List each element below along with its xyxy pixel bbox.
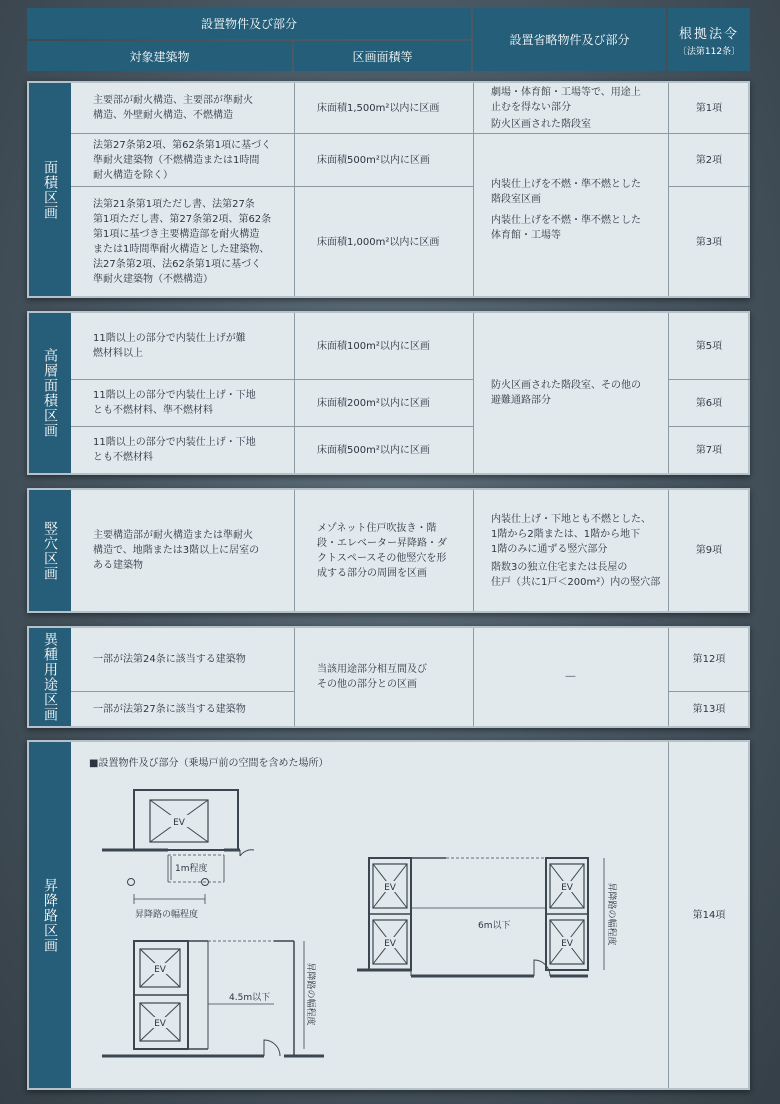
law-cell: 第1項 (695, 102, 723, 114)
building-cell: 11階以上の部分で内装仕上げ・下地 とも不燃材料、準不燃材料 (93, 390, 256, 416)
area-cell: 床面積1,000m²以内に区画 (317, 236, 440, 248)
elevator-car (140, 949, 180, 987)
exempt-text: 階数3の独立住宅または長屋の 住戸（共に1戸＜200m²）内の竪穴部 (491, 561, 661, 588)
svg-text:1m程度: 1m程度 (175, 864, 208, 874)
law-cell: 第3項 (695, 236, 723, 248)
building-cell: 11階以上の部分で内装仕上げが難 燃材料以上 (93, 333, 246, 359)
area-cell: 床面積500m²以内に区画 (317, 154, 430, 166)
svg-text:昇降路の幅程度: 昇降路の幅程度 (135, 910, 199, 920)
header-building: 対象建築物 (27, 41, 292, 71)
area-cell: 床面積500m²以内に区画 (317, 444, 430, 456)
law-cell: 第9項 (695, 545, 723, 556)
law-cell: 第2項 (695, 154, 723, 166)
svg-text:EV: EV (154, 1019, 166, 1029)
elevator-diagram (74, 744, 664, 1084)
building-cell: 一部が法第24条に該当する建築物 (93, 654, 246, 665)
svg-text:6m以下: 6m以下 (478, 921, 511, 931)
elevator-car (550, 864, 584, 908)
section-mixed-use-compartment (27, 626, 750, 728)
section-elevator-shaft (27, 740, 750, 1090)
section-label: 竪穴区画 (29, 490, 71, 611)
exempt-text: 内装仕上げを不燃・準不燃とした 階段室区画 (491, 179, 641, 205)
exempt-text: 劇場・体育館・工場等で、用途上 止むを得ない部分 (491, 86, 641, 113)
area-cell: 当該用途部分相互間及び その他の部分との区画 (317, 664, 427, 690)
exempt-cell: 防火区画された階段室、その他の 避難通路部分 (491, 380, 641, 406)
header-group: 設置物件及び部分 (27, 8, 471, 39)
exempt-cell (485, 175, 668, 245)
svg-text:EV: EV (561, 883, 573, 893)
header-law (668, 8, 750, 71)
exempt-text: 内装仕上げを不燃・準不燃とした 体育館・工場等 (491, 215, 641, 241)
header-area: 区画面積等 (294, 41, 471, 71)
exempt-cell (485, 83, 668, 133)
shaft-width-label: 昇降路の幅程度 (606, 882, 616, 946)
svg-text:EV: EV (154, 965, 166, 975)
svg-text:4.5m以下: 4.5m以下 (229, 993, 271, 1003)
header-law-title: 根拠法令 (678, 26, 739, 42)
area-cell: メゾネット住戸吹抜き・階 段・エレベーター昇降路・ダ クトスペースその他竪穴を形 成する部分の周囲を区画 (317, 522, 447, 579)
section-area-compartment (27, 81, 750, 298)
elevator-car (373, 920, 407, 964)
law-cell: 第12項 (692, 654, 726, 665)
elevator-car (140, 1003, 180, 1041)
exempt-cell (485, 490, 668, 611)
law-cell: 第6項 (695, 397, 723, 409)
elevator-car (550, 920, 584, 964)
header-law-sub: 〔法第112条〕 (677, 46, 741, 57)
exempt-cell: － (563, 669, 577, 685)
building-cell: 法第21条第1項ただし書、法第27条 第1項ただし書、第27条第2項、第62条 第1項に基づき主要構造部を耐火構造 または1時間準耐火構造とした建築物、 法27条第2項、法62条第1項に基づく 準耐火建築物（不燃構造） (93, 199, 272, 285)
svg-text:EV: EV (384, 883, 396, 893)
law-cell: 第5項 (695, 340, 723, 352)
section-label: 昇降路区画 (29, 742, 71, 1088)
elevator-car (150, 800, 208, 842)
building-cell: 一部が法第27条に該当する建築物 (93, 703, 246, 715)
building-cell: 主要構造部が耐火構造または準耐火 構造で、地階または3階以上に居室の ある建築物 (93, 530, 260, 571)
area-cell: 床面積100m²以内に区画 (317, 340, 430, 352)
exempt-text: 防火区画された階段室 (491, 118, 591, 130)
section-label: 異種用途区画 (29, 628, 71, 726)
building-cell: 主要部が耐火構造、主要部が準耐火 構造、外壁耐火構造、不燃構造 (93, 95, 253, 121)
exempt-text: 内装仕上げ・下地とも不燃とした、 1階から2階または、1階から地下 1階のみに通ずる竪穴部分 (491, 513, 651, 555)
section-label: 面積区画 (29, 83, 71, 296)
section-label: 高層面積区画 (29, 313, 71, 473)
building-cell: 法第27条第2項、第62条第1項に基づく 準耐火建築物（不燃構造または1時間 耐火構造を除く） (93, 139, 272, 181)
section-shaft-compartment (27, 488, 750, 613)
elevator-car (373, 864, 407, 908)
law-cell: 第13項 (692, 703, 726, 715)
law-cell: 第14項 (692, 909, 726, 921)
section-highrise-compartment (27, 311, 750, 475)
svg-text:EV: EV (384, 939, 396, 949)
building-cell: 11階以上の部分で内装仕上げ・下地 とも不燃材料 (93, 437, 256, 463)
law-cell: 第7項 (695, 444, 723, 456)
area-cell: 床面積1,500m²以内に区画 (317, 102, 440, 114)
diagram-caption: ■設置物件及び部分（乗場戸前の空間を含めた場所） (89, 757, 329, 769)
svg-text:EV: EV (561, 939, 573, 949)
area-cell: 床面積200m²以内に区画 (317, 397, 430, 409)
svg-text:EV: EV (173, 818, 185, 828)
shaft-width-label: 昇降路の幅程度 (305, 962, 315, 1026)
header-exempt: 設置省略物件及び部分 (473, 8, 666, 71)
